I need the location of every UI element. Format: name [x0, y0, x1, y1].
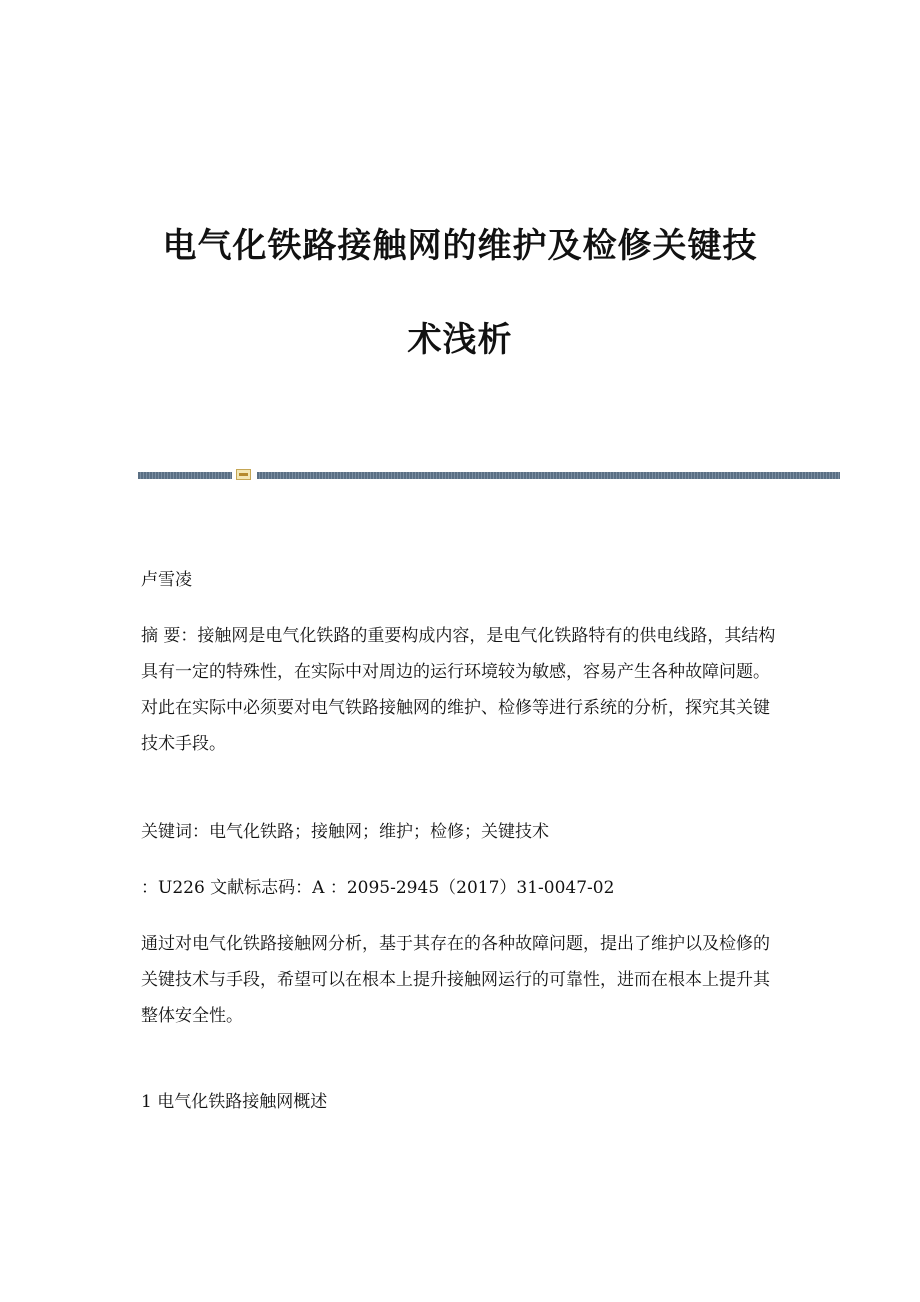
keywords-line: 关键词：电气化铁路；接触网；维护；检修；关键技术 [141, 822, 549, 842]
divider-bar-right [257, 472, 840, 479]
section-heading: 1 电气化铁路接触网概述 [141, 1092, 328, 1112]
title-divider [138, 468, 840, 482]
intro-paragraph: 通过对电气化铁路接触网分析，基于其存在的各种故障问题，提出了维护以及检修的关键技术与手段，希望可以在根本上提升接触网运行的可靠性，进而在根本上提升其整体安全性。 [141, 934, 770, 1026]
divider-ornament-icon [236, 469, 251, 480]
document-title-line-1: 电气化铁路接触网的维护及检修关键技 [162, 226, 758, 266]
divider-bar-left [138, 472, 232, 479]
abstract-text: 接触网是电气化铁路的重要构成内容，是电气化铁路特有的供电线路，其结构具有一定的特殊性，在实际中对周边的运行环境较为敏感，容易产生各种故障问题。对此在实际中必须要对电气铁路接触网的维护、检修等进行系统的分析，探究其关键技术手段。 [141, 626, 776, 754]
abstract-label: 摘 要： [141, 626, 198, 646]
abstract-paragraph [141, 618, 781, 762]
author-name: 卢雪凌 [141, 570, 192, 590]
classification-line: ：U226 文献标志码：A ：2095-2945（2017）31-0047-02 [141, 878, 615, 898]
document-title-line-2: 术浅析 [407, 320, 513, 360]
